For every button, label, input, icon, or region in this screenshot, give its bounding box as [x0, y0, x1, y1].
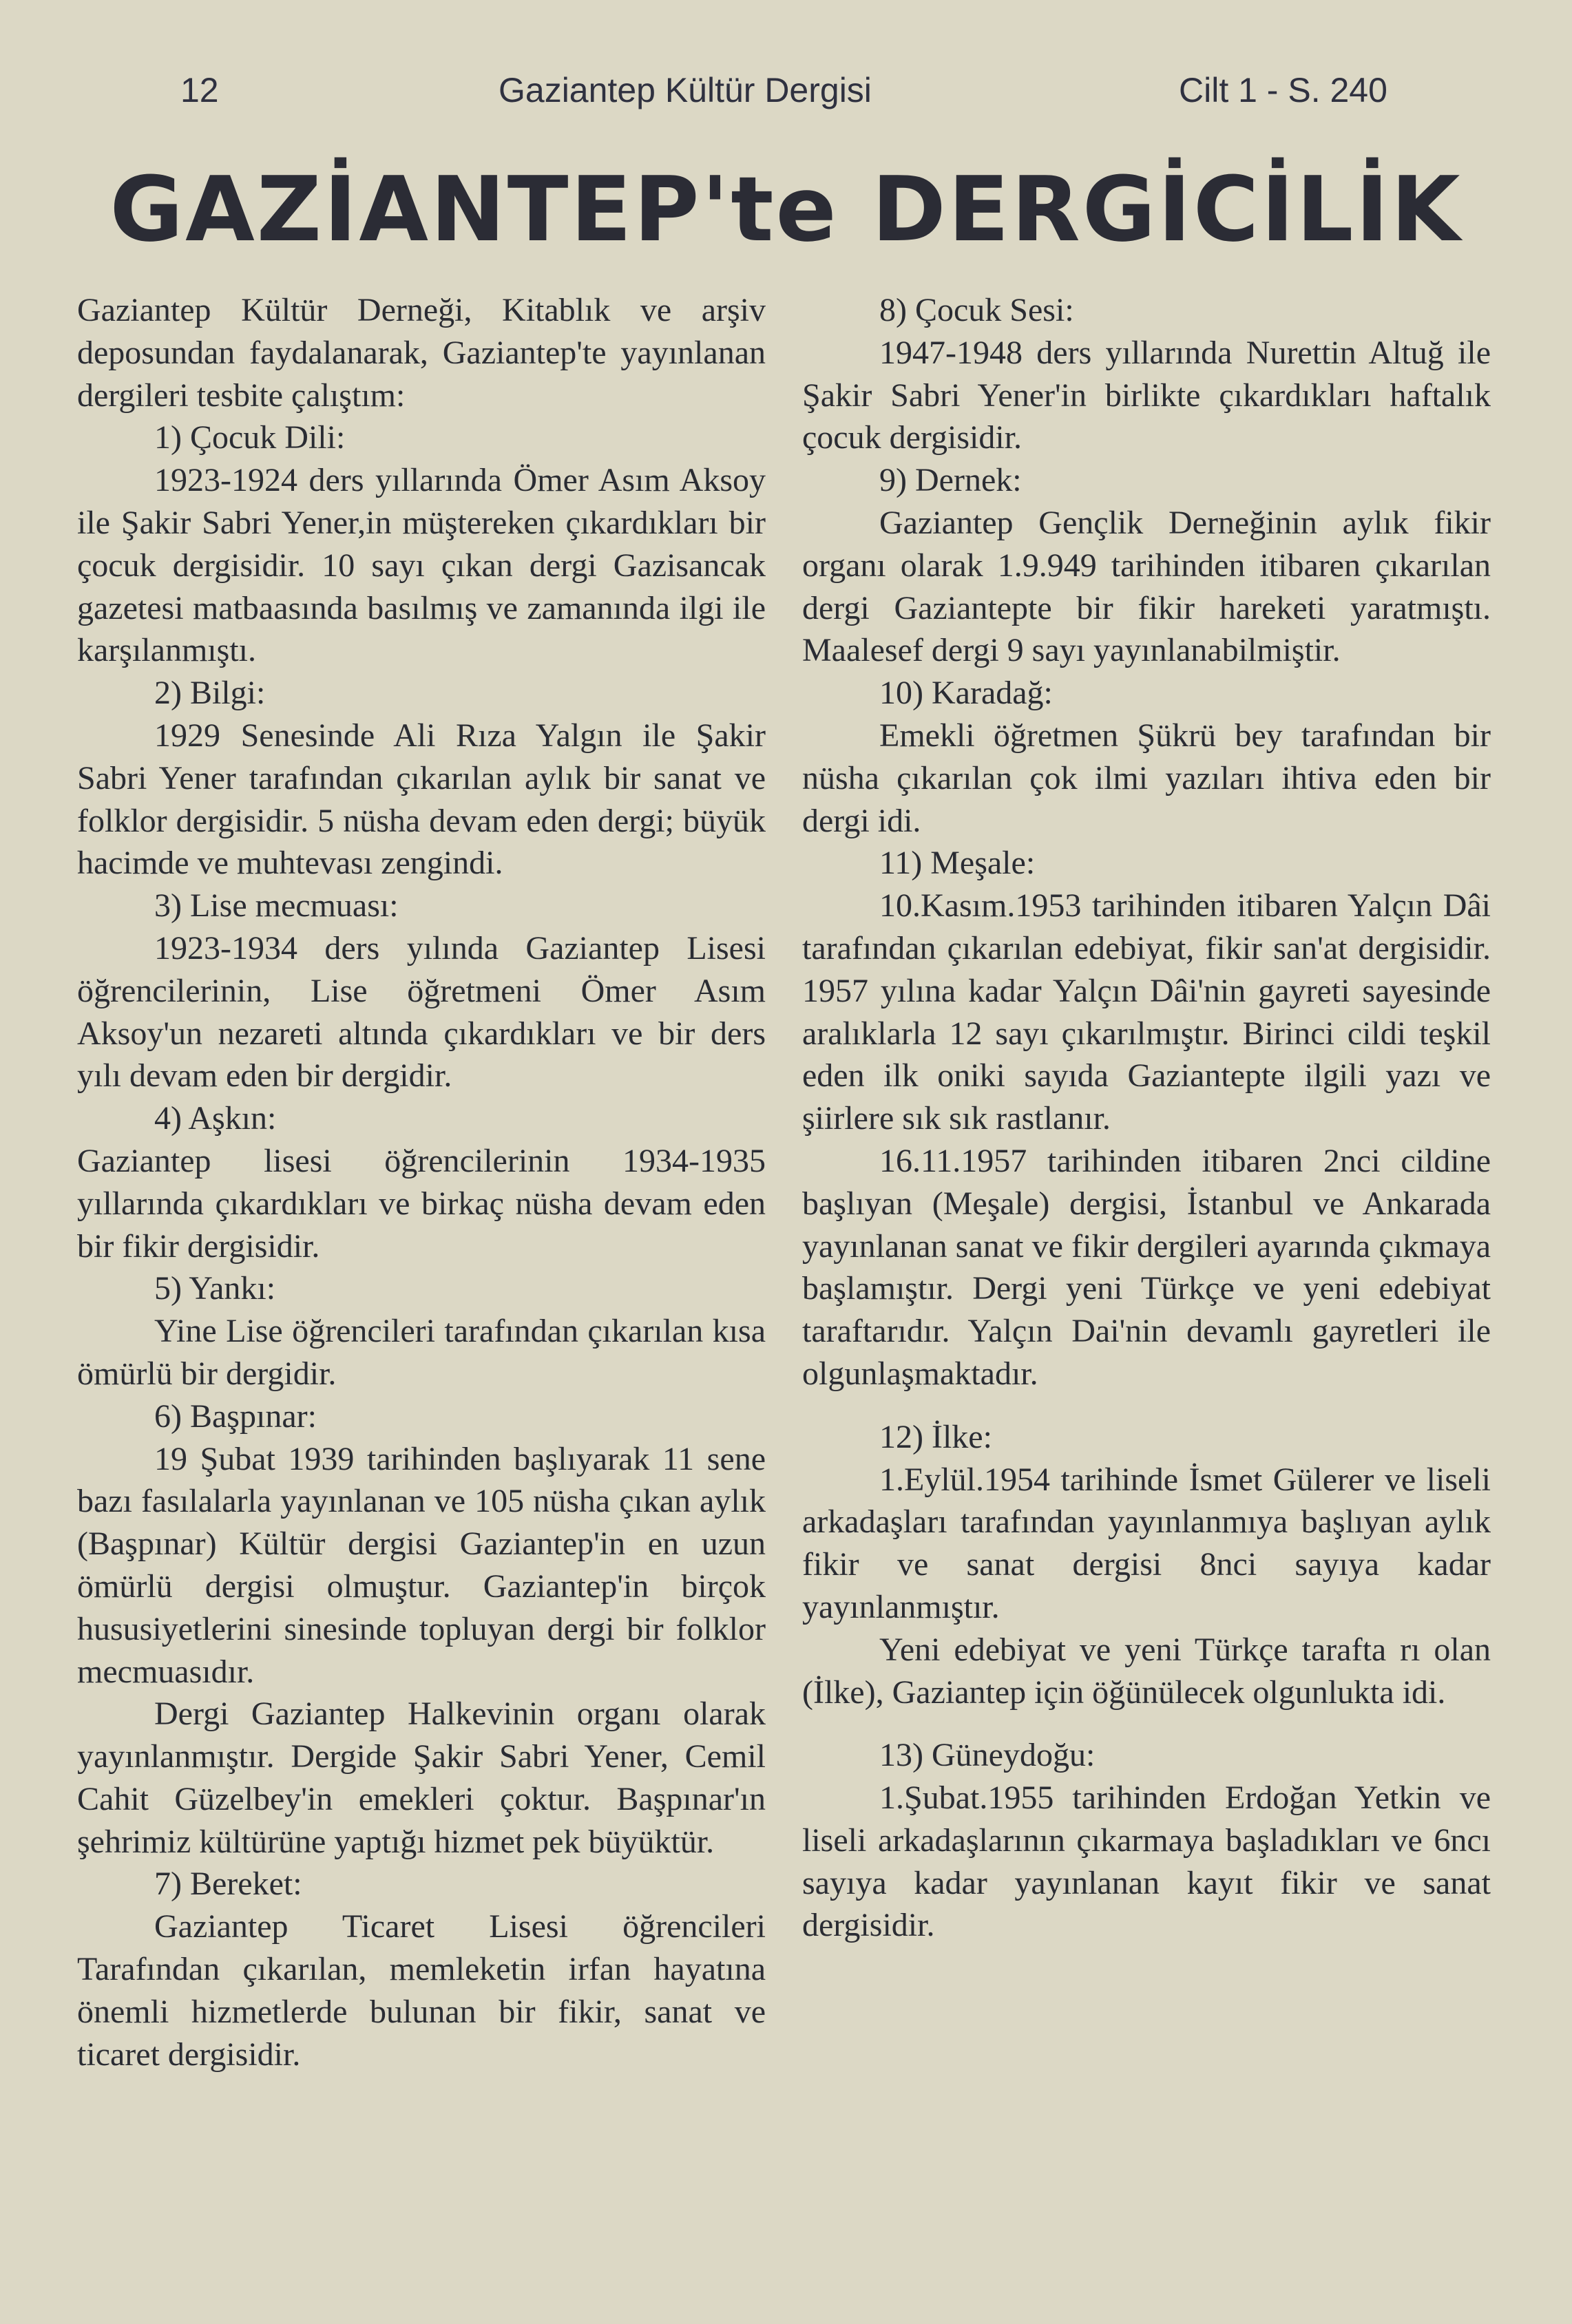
entry-text-lise-mecmuasi: 1923-1934 ders yılında Gaziantep Lisesi öğrencilerinin, Lise öğretmeni Ömer Asım Aksoy'un nezareti altında çıkardıkları ve bir ders yılı devam eden bir dergidir. [77, 929, 766, 1095]
entry-text-ilke-1: 1.Eylül.1954 tarihinde İsmet Gülerer ve liseli arkadaşları tarafından yayınlanmıya başlıyan aylık fikir ve sanat dergisi 8nci sayıya kadar yayınlanmıştır. [802, 1461, 1491, 1625]
entry-text-karadag: Emekli öğretmen Şükrü bey tarafından bir nüsha çıkarılan çok ilmi yazıları ihtiva eden bir dergi idi. [802, 717, 1491, 839]
entry-text-mesale-2: 16.11.1957 tarihinden itibaren 2nci cildine başlıyan (Meşale) dergisi, İstanbul ve Ankarada yayınlanan sanat ve fikir dergileri ayarında çıkmaya başlamıştır. Dergi yeni Türkçe ve yeni edebiyat taraftarıdır. Yalçın Dai'nin devamlı gayretleri ile olgunlaşmaktadır. [802, 1142, 1491, 1392]
entry-text-cocuk-dili: 1923-1924 ders yıllarında Ömer Asım Aksoy ile Şakir Sabri Yener,in müştereken çıkardıkları bir çocuk dergisidir. 10 sayı çıkan dergi Gazisancak gazetesi matbaasında basılmış ve zamanında ilgi ile karşılanmıştı. [77, 462, 766, 669]
entry-heading-ilke: 12) İlke: [879, 1418, 992, 1455]
entry-text-baspinar-2: Dergi Gaziantep Halkevinin organı olarak yayınlanmıştır. Dergide Şakir Sabri Yener, Cemil Cahit Güzelbey'in emekleri çoktur. Başpınar'ın şehrimiz kültürüne yaptığı hizmet pek büyüktür. [77, 1696, 766, 1860]
article-title: GAZİANTEP'te DERGİCİLİK [109, 157, 1463, 262]
volume-info: Cilt 1 - S. 240 [1179, 71, 1387, 109]
entry-text-askin: Gaziantep lisesi öğrencilerinin 1934-1935 yıllarında çıkardıkları ve birkaç nüsha devam eden bir fikir dergisidir. [77, 1142, 766, 1265]
page-header [180, 70, 1489, 125]
entry-text-bereket: Gaziantep Ticaret Lisesi öğrencileri Tarafından çıkarılan, memleketin irfan hayatına önemli hizmetlerde bulunan bir fikir, sanat ve ticaret dergisidir. [77, 1908, 766, 2073]
entry-text-ilke-2: Yeni edebiyat ve yeni Türkçe tarafta rı olan (İlke), Gaziantep için öğünülecek olgunlukta idi. [802, 1631, 1491, 1711]
page-number: 12 [180, 71, 219, 109]
entry-heading-cocuk-dili: 1) Çocuk Dili: [154, 419, 346, 456]
entry-heading-guneydogu: 13) Güneydoğu: [879, 1737, 1096, 1774]
entry-text-bilgi: 1929 Senesinde Ali Rıza Yalgın ile Şakir Sabri Yener tarafından çıkarılan aylık bir sanat ve folklor dergisidir. 5 nüsha devam eden dergi; büyük hacimde ve muhtevası zengindi. [77, 717, 766, 882]
entry-heading-lise-mecmuasi: 3) Lise mecmuası: [154, 887, 399, 925]
entry-heading-baspinar: 6) Başpınar: [154, 1397, 317, 1435]
entry-heading-yanki: 5) Yankı: [154, 1270, 276, 1307]
entry-text-dernek: Gaziantep Gençlik Derneğinin aylık fikir organı olarak 1.9.949 tarihinden itibaren çıkarılan dergi Gaziantepte bir fikir hareketi yaratmıştı. Maalesef dergi 9 sayı yayınlanabilmiştir. [802, 504, 1491, 669]
entry-text-yanki: Yine Lise öğrencileri tarafından çıkarılan kısa ömürlü bir dergidir. [77, 1313, 766, 1392]
entry-text-cocuk-sesi: 1947-1948 ders yıllarında Nurettin Altuğ ile Şakir Sabri Yener'in birlikte çıkardıkları haftalık çocuk dergisidir. [802, 334, 1491, 456]
entry-text-baspinar-1: 19 Şubat 1939 tarihinden başlıyarak 11 sene bazı fasılalarla yayınlanan ve 105 nüsha çıkan aylık (Başpınar) Kültür dergisi Gaziantep'in en uzun ömürlü dergisi olmuştur. Gaziantep'in birçok hususiyetlerini sinesinde topluyan dergi bir folklor mecmuasıdır. [77, 1440, 766, 1690]
journal-name: Gaziantep Kültür Dergisi [499, 71, 872, 109]
entry-heading-dernek: 9) Dernek: [879, 462, 1022, 499]
entry-heading-bereket: 7) Bereket: [154, 1866, 302, 1903]
entry-heading-karadag: 10) Karadağ: [879, 675, 1053, 712]
entry-text-guneydogu: 1.Şubat.1955 tarihinden Erdoğan Yetkin ve liseli arkadaşlarının çıkarmaya başladıkları ve 6ncı sayıya kadar yayınlanan kayıt fikir ve sanat dergisidir. [802, 1779, 1491, 1944]
intro-paragraph: Gaziantep Kültür Derneği, Kitablık ve arşiv deposundan faydalanarak, Gaziantep'te yayınlanan dergileri tesbite çalıştım: [77, 292, 766, 414]
entry-heading-askin: 4) Aşkın: [154, 1100, 277, 1137]
left-column [77, 289, 766, 2075]
entry-heading-mesale: 11) Meşale: [879, 845, 1036, 882]
right-column [802, 289, 1491, 1947]
entry-heading-bilgi: 2) Bilgi: [154, 675, 266, 712]
entry-text-mesale-1: 10.Kasım.1953 tarihinden itibaren Yalçın Dâi tarafından çıkarılan edebiyat, fikir san'at dergisidir. 1957 yılına kadar Yalçın Dâi'nin gayreti sayesinde aralıklarla 12 sayı çıkarılmıştır. Birinci cildi teşkil eden ilk oniki sayıda Gaziantepte ilgili yazı ve şiirlere sık sık rastlanır. [802, 887, 1491, 1137]
entry-heading-cocuk-sesi: 8) Çocuk Sesi: [879, 292, 1074, 328]
